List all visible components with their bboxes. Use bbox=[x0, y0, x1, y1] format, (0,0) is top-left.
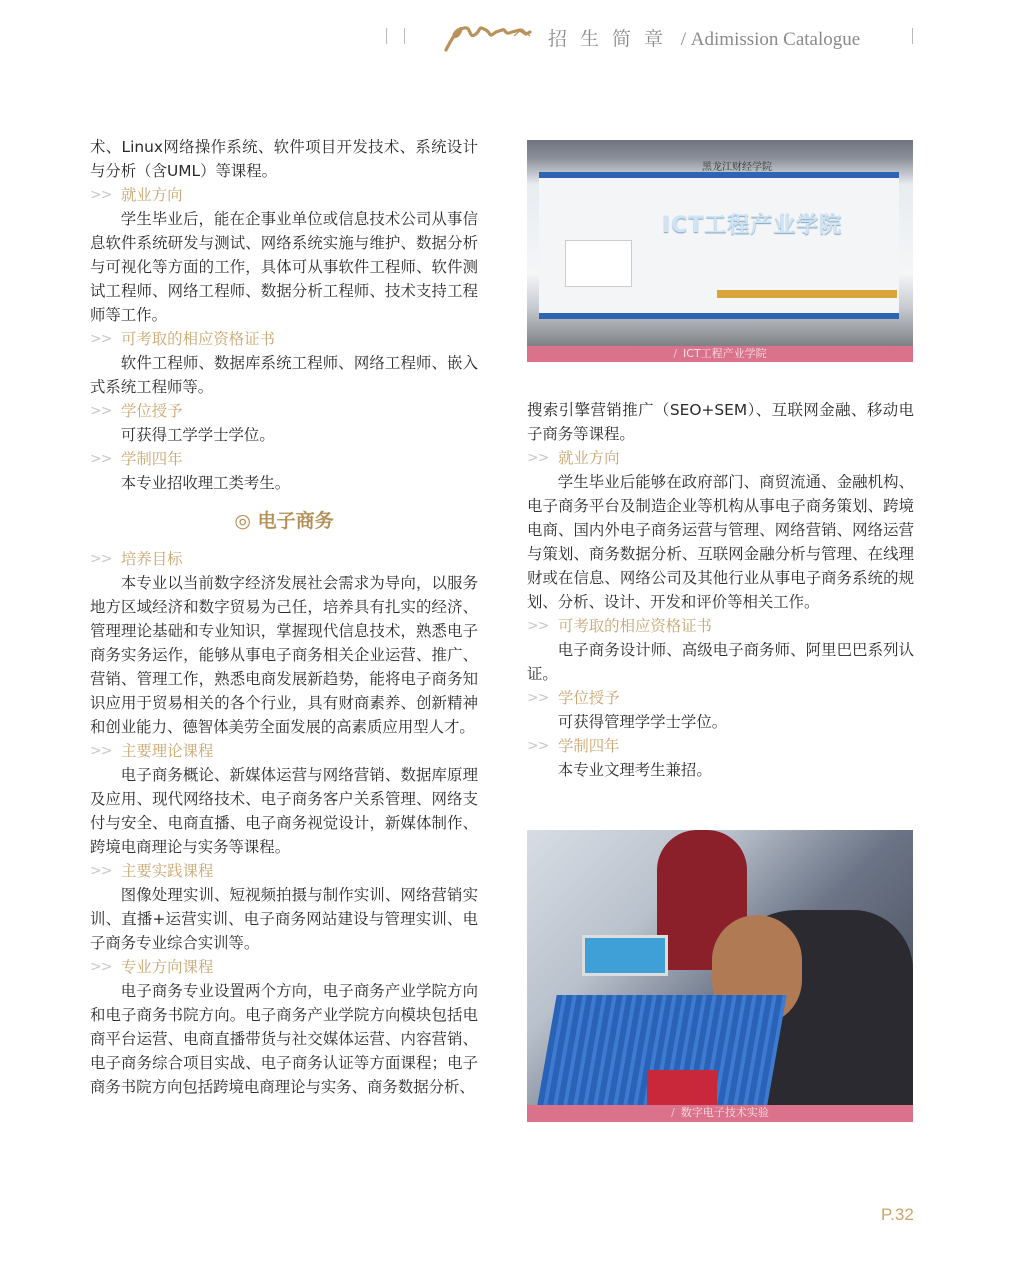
arrow-icon: >> bbox=[90, 187, 112, 203]
paragraph: 软件工程师、数据库系统工程师、网络工程师、嵌入式系统工程师等。 bbox=[90, 354, 478, 396]
section-heading bbox=[527, 446, 914, 470]
caption-text: 数字电子技术实验 bbox=[680, 1106, 769, 1119]
paragraph: 图像处理实训、短视频拍摄与制作实训、网络营销实训、直播+运营实训、电子商务网站建设与管理实训、电子商务专业综合实训等。 bbox=[90, 886, 478, 952]
paragraph: 电子商务概论、新媒体运营与网络营销、数据库原理及应用、现代网络技术、电子商务客户关系管理、网络支付与安全、电商直播、电子商务视觉设计，新媒体制作、跨境电商理论与实务等课程。 bbox=[90, 766, 478, 856]
wall-stripe bbox=[717, 290, 897, 298]
header-title bbox=[548, 24, 860, 51]
year-logo bbox=[442, 20, 534, 54]
arrow-icon: >> bbox=[90, 863, 112, 879]
wall-board bbox=[565, 240, 632, 287]
photo-sign: ICT工程产业学院 bbox=[662, 213, 843, 238]
arrow-icon: >> bbox=[90, 743, 112, 759]
heading-label: 主要实践课程 bbox=[121, 862, 214, 880]
header-title-en: Adimission Catalogue bbox=[690, 29, 861, 50]
page-number: P.32 bbox=[881, 1205, 914, 1224]
heading-label: 学位授予 bbox=[121, 402, 183, 420]
arrow-icon: >> bbox=[527, 690, 549, 706]
right-column bbox=[527, 398, 914, 782]
paragraph: 本专业文理考生兼招。 bbox=[557, 761, 712, 779]
heading-label: 学制四年 bbox=[121, 450, 183, 468]
section-heading bbox=[527, 686, 914, 710]
header-divider bbox=[386, 28, 387, 44]
arrow-icon: >> bbox=[527, 450, 549, 466]
arrow-icon: >> bbox=[90, 451, 112, 467]
header-sep: / bbox=[676, 29, 691, 50]
arrow-icon: >> bbox=[90, 959, 112, 975]
header-divider bbox=[912, 28, 913, 44]
section-heading bbox=[527, 734, 914, 758]
section-heading bbox=[90, 955, 478, 979]
photo-caption bbox=[527, 346, 913, 362]
arrow-icon: >> bbox=[90, 331, 112, 347]
heading-label: 专业方向课程 bbox=[121, 958, 214, 976]
lab-device bbox=[582, 935, 668, 976]
section-heading bbox=[527, 614, 914, 638]
paragraph: 学生毕业后能够在政府部门、商贸流通、金融机构、电子商务平台及制造企业等机构从事电子商务策划、跨境电商、国内外电子商务运营与管理、网络营销、网络运营与策划、商务数据分析、互联网金融分析与管理、在线理财或在信息、网络公司及其他行业从事电子商务系统的规划、分析、设计、开发和评价等相关工作。 bbox=[527, 473, 914, 611]
section-heading bbox=[90, 399, 478, 423]
caption-slash: / bbox=[673, 347, 678, 360]
section-heading bbox=[90, 547, 478, 571]
paragraph: 可获得管理学学士学位。 bbox=[557, 713, 728, 731]
left-column bbox=[90, 135, 478, 1099]
section-heading bbox=[90, 859, 478, 883]
heading-label: 可考取的相应资格证书 bbox=[121, 330, 275, 348]
arrow-icon: >> bbox=[527, 618, 549, 634]
header-title-cn: 招生简章 bbox=[548, 29, 677, 50]
heading-label: 学制四年 bbox=[558, 737, 620, 755]
heading-label: 就业方向 bbox=[121, 186, 183, 204]
paragraph: 术、Linux网络操作系统、软件项目开发技术、系统设计与分析（含UML）等课程。 bbox=[90, 138, 478, 180]
paragraph: 可获得工学学士学位。 bbox=[120, 426, 275, 444]
header-divider bbox=[404, 28, 405, 44]
heading-label: 培养目标 bbox=[121, 550, 183, 568]
arrow-icon: >> bbox=[90, 551, 112, 567]
photo-sign-school: 黑龙江财经学院 bbox=[702, 162, 772, 173]
paragraph: 搜索引擎营销推广（SEO+SEM）、互联网金融、移动电子商务等课程。 bbox=[527, 401, 914, 443]
photo-electronics-lab bbox=[527, 830, 913, 1122]
heading-label: 就业方向 bbox=[558, 449, 620, 467]
page-header bbox=[0, 20, 1024, 54]
major-title: ◎ 电子商务 bbox=[234, 510, 334, 532]
heading-label: 可考取的相应资格证书 bbox=[558, 617, 712, 635]
multimeter bbox=[647, 1070, 717, 1110]
section-heading bbox=[90, 183, 478, 207]
section-heading bbox=[90, 327, 478, 351]
photo-caption bbox=[527, 1105, 913, 1122]
section-heading bbox=[90, 447, 478, 471]
arrow-icon: >> bbox=[90, 403, 112, 419]
heading-label: 学位授予 bbox=[558, 689, 620, 707]
heading-label: 主要理论课程 bbox=[121, 742, 214, 760]
arrow-icon: >> bbox=[527, 738, 549, 754]
paragraph: 学生毕业后，能在企事业单位或信息技术公司从事信息软件系统研发与测试、网络系统实施与维护、数据分析与可视化等方面的工作，具体可从事软件工程师、软件测试工程师、网络工程师、数据分析工程师、技术支持工程师等工作。 bbox=[90, 210, 478, 324]
paragraph: 本专业以当前数字经济发展社会需求为导向，以服务地方区域经济和数字贸易为己任，培养具有扎实的经济、管理理论基础和专业知识，掌握现代信息技术，熟悉电子商务实务运作，能够从事电子商务相关企业运营、推广、营销、管理工作，熟悉电商发展新趋势，能将电子商务知识应用于贸易相关的各个行业，具有财商素养、创新精神和创业能力、德智体美劳全面发展的高素质应用型人才。 bbox=[90, 574, 478, 736]
caption-text: ICT工程产业学院 bbox=[683, 347, 767, 360]
section-heading bbox=[90, 739, 478, 763]
photo-ict-college bbox=[527, 140, 913, 362]
paragraph: 电子商务专业设置两个方向，电子商务产业学院方向和电子商务书院方向。电子商务产业学院方向模块包括电商平台运营、电商直播带货与社交媒体运营、内容营销、电子商务综合项目实战、电子商务认证等方面课程；电子商务书院方向包括跨境电商理论与实务、商务数据分析、 bbox=[90, 982, 478, 1096]
caption-slash: / bbox=[671, 1106, 675, 1119]
paragraph: 本专业招收理工类考生。 bbox=[120, 474, 291, 492]
paragraph: 电子商务设计师、高级电子商务师、阿里巴巴系列认证。 bbox=[527, 641, 914, 683]
